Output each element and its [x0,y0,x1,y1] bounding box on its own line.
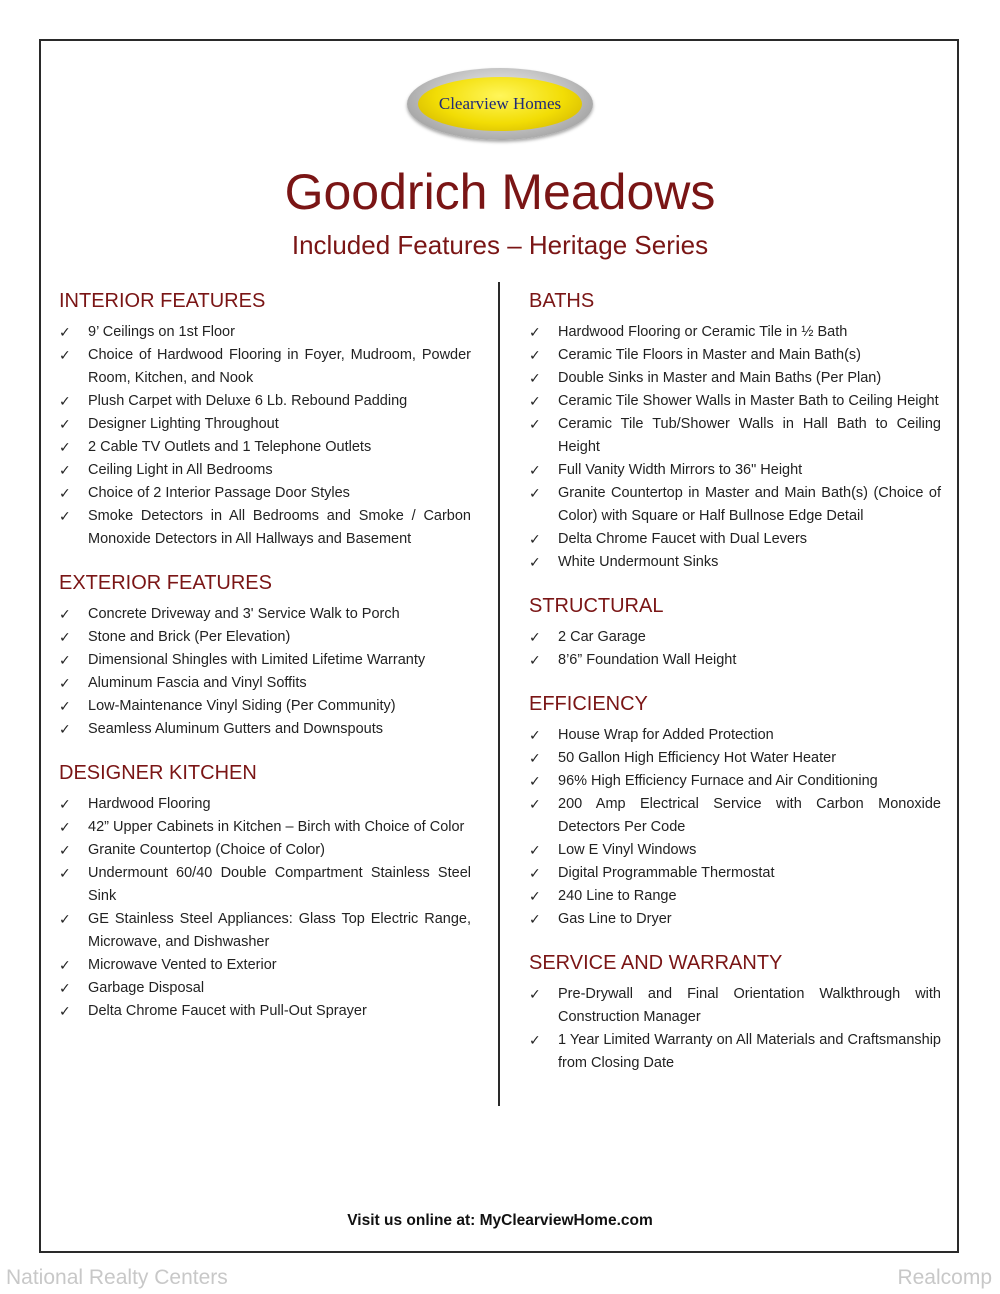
checkmark-icon: ✓ [529,324,541,340]
checkmark-icon: ✓ [529,1032,541,1048]
feature-text: Ceiling Light in All Bedrooms [88,462,273,478]
feature-item [59,1000,471,1023]
checkmark-icon: ✓ [59,606,71,622]
checkmark-icon: ✓ [59,439,71,455]
checkmark-icon: ✓ [529,347,541,363]
feature-text: Smoke Detectors in All Bedrooms and Smoke / Carbon Monoxide Detectors in All Hallways and Basement [88,508,471,547]
feature-item [529,839,941,862]
checkmark-icon: ✓ [59,485,71,501]
feature-item [59,718,471,741]
feature-list [529,724,941,931]
feature-list [529,321,941,574]
feature-text: House Wrap for Added Protection [558,727,774,743]
section-heading: EFFICIENCY [529,693,648,715]
feature-item [529,724,941,747]
feature-item [59,344,471,390]
clearview-homes-logo [407,68,593,140]
feature-text: Ceramic Tile Tub/Shower Walls in Hall Bath to Ceiling Height [558,416,941,455]
feature-text: White Undermount Sinks [558,554,719,570]
feature-item [59,816,471,839]
feature-item [59,626,471,649]
feature-item [59,862,471,908]
feature-text: 1 Year Limited Warranty on All Materials and Craftsmanship from Closing Date [558,1032,941,1071]
feature-item [59,459,471,482]
watermark-national-realty: National Realty Centers [6,1266,228,1289]
checkmark-icon: ✓ [529,865,541,881]
feature-text: Aluminum Fascia and Vinyl Soffits [88,675,307,691]
checkmark-icon: ✓ [59,629,71,645]
feature-item [59,672,471,695]
feature-text: Dimensional Shingles with Limited Lifetime Warranty [88,652,426,668]
feature-text: Low-Maintenance Vinyl Siding (Per Community) [88,698,396,714]
section-interior-features [59,287,471,551]
checkmark-icon: ✓ [59,796,71,812]
checkmark-icon: ✓ [529,629,541,645]
feature-item [529,862,941,885]
checkmark-icon: ✓ [59,416,71,432]
website-link[interactable]: MyClearviewHome.com [479,1212,653,1229]
feature-item [529,459,941,482]
feature-item [529,770,941,793]
checkmark-icon: ✓ [529,888,541,904]
feature-text: 200 Amp Electrical Service with Carbon Monoxide Detectors Per Code [558,796,941,835]
feature-text: Granite Countertop in Master and Main Bath(s) (Choice of Color) with Square or Half Bullnose Edge Detail [558,485,941,524]
feature-item [59,436,471,459]
checkmark-icon: ✓ [529,485,541,501]
feature-text: Pre-Drywall and Final Orientation Walkthrough with Construction Manager [558,986,941,1025]
checkmark-icon: ✓ [529,986,541,1002]
feature-item [59,908,471,954]
feature-text: 50 Gallon High Efficiency Hot Water Heater [558,750,837,766]
section-exterior-features [59,569,471,741]
checkmark-icon: ✓ [59,865,71,881]
feature-item [59,793,471,816]
checkmark-icon: ✓ [529,370,541,386]
checkmark-icon: ✓ [529,462,541,478]
footer [0,1208,1000,1234]
checkmark-icon: ✓ [529,531,541,547]
feature-text: Choice of 2 Interior Passage Door Styles [88,485,350,501]
feature-text: Full Vanity Width Mirrors to 36" Height [558,462,803,478]
feature-list [59,321,471,551]
checkmark-icon: ✓ [59,957,71,973]
feature-text: 9’ Ceilings on 1st Floor [88,324,235,340]
feature-text: Microwave Vented to Exterior [88,957,277,973]
feature-text: Designer Lighting Throughout [88,416,279,432]
feature-item [59,321,471,344]
feature-item [59,482,471,505]
feature-text: 2 Cable TV Outlets and 1 Telephone Outlets [88,439,372,455]
feature-item [529,908,941,931]
feature-list [529,626,941,672]
checkmark-icon: ✓ [59,698,71,714]
checkmark-icon: ✓ [59,324,71,340]
section-heading: STRUCTURAL [529,595,664,617]
feature-item [529,528,941,551]
feature-text: Double Sinks in Master and Main Baths (Per Plan) [558,370,882,386]
left-column [59,287,471,1041]
checkmark-icon: ✓ [59,911,71,927]
feature-item [529,793,941,839]
feature-text: Plush Carpet with Deluxe 6 Lb. Rebound Padding [88,393,408,409]
feature-text: Digital Programmable Thermostat [558,865,775,881]
feature-item [59,390,471,413]
feature-text: Stone and Brick (Per Elevation) [88,629,291,645]
feature-item [529,344,941,367]
feature-text: Hardwood Flooring or Ceramic Tile in ½ Bath [558,324,848,340]
feature-item [529,885,941,908]
feature-item [529,413,941,459]
feature-list [529,983,941,1075]
section-heading: SERVICE AND WARRANTY [529,952,783,974]
checkmark-icon: ✓ [59,675,71,691]
feature-item [59,649,471,672]
feature-item [59,603,471,626]
feature-text: Concrete Driveway and 3' Service Walk to Porch [88,606,400,622]
section-heading: DESIGNER KITCHEN [59,762,257,784]
feature-text: Low E Vinyl Windows [558,842,697,858]
feature-text: Delta Chrome Faucet with Dual Levers [558,531,808,547]
page-title: Goodrich Meadows [284,164,716,220]
feature-item [529,983,941,1029]
checkmark-icon: ✓ [529,416,541,432]
feature-text: GE Stainless Steel Appliances: Glass Top Electric Range, Microwave, and Dishwasher [88,911,471,950]
column-divider [498,282,500,1106]
section-heading: INTERIOR FEATURES [59,290,266,312]
feature-text: Gas Line to Dryer [558,911,672,927]
logo-oval [418,77,582,131]
checkmark-icon: ✓ [59,819,71,835]
feature-list [59,603,471,741]
feature-text: Hardwood Flooring [88,796,211,812]
checkmark-icon: ✓ [59,508,71,524]
section-designer-kitchen [59,759,471,1023]
feature-text: Delta Chrome Faucet with Pull-Out Sprayer [88,1003,367,1019]
feature-text: 2 Car Garage [558,629,646,645]
checkmark-icon: ✓ [59,1003,71,1019]
checkmark-icon: ✓ [529,393,541,409]
feature-text: Choice of Hardwood Flooring in Foyer, Mudroom, Powder Room, Kitchen, and Nook [88,347,471,386]
section-efficiency [529,690,941,931]
checkmark-icon: ✓ [59,462,71,478]
checkmark-icon: ✓ [529,911,541,927]
feature-text: Ceramic Tile Shower Walls in Master Bath to Ceiling Height [558,393,939,409]
feature-text: Granite Countertop (Choice of Color) [88,842,325,858]
feature-item [529,747,941,770]
feature-text: Garbage Disposal [88,980,205,996]
feature-text: 96% High Efficiency Furnace and Air Conditioning [558,773,878,789]
section-heading: EXTERIOR FEATURES [59,572,272,594]
checkmark-icon: ✓ [529,750,541,766]
feature-item [59,413,471,436]
checkmark-icon: ✓ [529,727,541,743]
checkmark-icon: ✓ [529,652,541,668]
feature-item [529,390,941,413]
feature-item [59,954,471,977]
footer-label: Visit us online at: [347,1212,476,1229]
feature-text: Undermount 60/40 Double Compartment Stainless Steel Sink [88,865,471,904]
watermark-realcomp: Realcomp [897,1266,992,1289]
feature-item [529,626,941,649]
feature-item [529,482,941,528]
checkmark-icon: ✓ [59,347,71,363]
section-service-and-warranty [529,949,941,1075]
feature-item [529,649,941,672]
feature-text: Seamless Aluminum Gutters and Downspouts [88,721,383,737]
checkmark-icon: ✓ [529,554,541,570]
section-structural [529,592,941,672]
checkmark-icon: ✓ [529,773,541,789]
feature-text: 42” Upper Cabinets in Kitchen – Birch with Choice of Color [88,819,465,835]
feature-text: Ceramic Tile Floors in Master and Main Bath(s) [558,347,861,363]
checkmark-icon: ✓ [59,721,71,737]
checkmark-icon: ✓ [59,842,71,858]
feature-item [529,367,941,390]
checkmark-icon: ✓ [529,796,541,812]
logo-text: Clearview Homes [438,94,562,113]
right-column [529,287,941,1093]
checkmark-icon: ✓ [59,393,71,409]
feature-item [59,839,471,862]
page-subtitle: Included Features – Heritage Series [291,230,709,260]
feature-item [529,551,941,574]
feature-item [529,321,941,344]
feature-item [59,977,471,1000]
section-baths [529,287,941,574]
checkmark-icon: ✓ [59,980,71,996]
feature-text: 240 Line to Range [558,888,677,904]
checkmark-icon: ✓ [59,652,71,668]
feature-list [59,793,471,1023]
feature-text: 8’6” Foundation Wall Height [558,652,737,668]
checkmark-icon: ✓ [529,842,541,858]
feature-item [59,695,471,718]
feature-item [529,1029,941,1075]
section-heading: BATHS [529,290,595,312]
feature-item [59,505,471,551]
